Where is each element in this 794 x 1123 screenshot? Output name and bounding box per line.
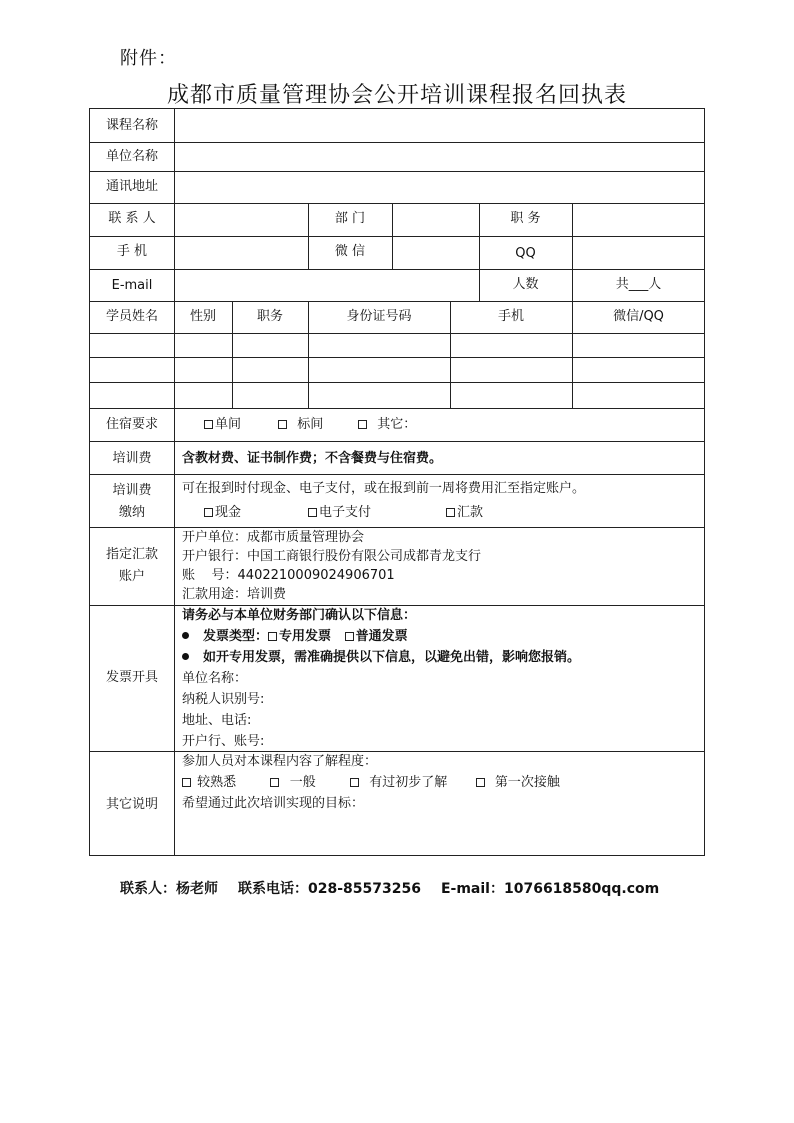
checkbox-icon (270, 778, 279, 787)
bullet-icon (182, 632, 189, 639)
label-lodging: 住宿要求 (105, 417, 158, 432)
fee-description: 含教材费、证书制作费；不含餐费与住宿费。 (182, 451, 443, 466)
checkbox-icon (204, 420, 213, 429)
header-student-name: 学员姓名 (105, 309, 158, 324)
row-divider (90, 441, 704, 442)
familiarity-prompt: 参加人员对本课程内容了解程度： (182, 754, 378, 769)
lodging-option-single[interactable]: 单间 (204, 417, 241, 433)
footer-email: E-mail：1076618580qq.com (440, 881, 660, 897)
checkbox-icon (358, 420, 367, 429)
label-account-line1: 指定汇款 (105, 547, 158, 562)
row-divider (90, 333, 704, 334)
invoice-special-note: 如开专用发票，需准确提供以下信息，以避免出错，影响您报销。 (182, 650, 580, 666)
familiarity-option-familiar[interactable]: 较熟悉 (182, 775, 236, 790)
row-divider (90, 203, 704, 204)
label-payment-line2: 缴纳 (118, 505, 145, 520)
invoice-field-address-phone: 地址、电话: (182, 713, 252, 728)
checkbox-icon (204, 508, 213, 517)
invoice-confirm: 请务必与本单位财务部门确认以下信息： (182, 608, 417, 623)
label-position: 职 务 (510, 211, 541, 226)
payment-option-transfer[interactable]: 汇款 (446, 505, 483, 521)
attachment-label: 附件： (120, 48, 177, 69)
label-email: E-mail (111, 278, 153, 293)
label-other-notes: 其它说明 (105, 797, 158, 812)
lodging-option-other[interactable]: 其它： (358, 417, 416, 433)
invoice-field-taxid: 纳税人识别号: (182, 692, 265, 707)
headcount-total: 共___人 (615, 277, 662, 292)
account-holder: 开户单位：成都市质量管理协会 (182, 530, 365, 545)
row-divider (90, 474, 704, 475)
checkbox-icon (350, 778, 359, 787)
row-divider (90, 236, 704, 237)
header-gender: 性别 (189, 309, 216, 324)
familiarity-option-basic[interactable]: 有过初步了解 (350, 775, 447, 790)
account-bank: 开户银行：中国工商银行股份有限公司成都青龙支行 (182, 549, 482, 564)
checkbox-icon (278, 420, 287, 429)
account-number: 账 号：4402210009024906701 (182, 568, 395, 583)
header-wechat-qq: 微信/QQ (613, 309, 664, 324)
row-divider (90, 357, 704, 358)
familiarity-option-first[interactable]: 第一次接触 (476, 775, 560, 790)
label-wechat: 微 信 (334, 244, 366, 259)
goal-prompt: 希望通过此次培训实现的目标： (182, 796, 365, 811)
label-unit-name: 单位名称 (105, 149, 158, 164)
row-divider (90, 269, 704, 270)
checkbox-icon (446, 508, 455, 517)
label-course-name: 课程名称 (105, 118, 158, 133)
label-headcount: 人数 (512, 277, 539, 292)
header-mobile: 手机 (497, 309, 524, 324)
label-training-fee: 培训费 (112, 451, 152, 466)
label-contact: 联 系 人 (108, 211, 156, 226)
label-mobile: 手 机 (116, 244, 148, 259)
row-divider (90, 408, 704, 409)
checkbox-icon (345, 632, 354, 641)
page-title: 成都市质量管理协会公开培训课程报名回执表 (166, 83, 627, 108)
label-qq: QQ (515, 246, 536, 261)
invoice-type: 发票类型： 专用发票 普通发票 (182, 629, 408, 645)
header-position: 职务 (256, 309, 283, 324)
payment-description: 可在报到时付现金、电子支付，或在报到前一周将费用汇至指定账户。 (182, 481, 586, 496)
header-id-number: 身份证号码 (346, 309, 412, 324)
label-account-line2: 账户 (118, 569, 145, 584)
registration-form (89, 108, 705, 856)
checkbox-icon (476, 778, 485, 787)
label-column-divider (174, 109, 175, 856)
invoice-option-normal[interactable]: 普通发票 (345, 629, 408, 644)
row-divider (90, 301, 704, 302)
row-divider (90, 142, 704, 143)
row-divider (90, 527, 704, 528)
account-purpose: 汇款用途：培训费 (182, 587, 287, 602)
invoice-field-unit: 单位名称： (182, 671, 248, 686)
familiarity-options (182, 775, 560, 791)
footer-contact (120, 878, 679, 898)
label-payment-line1: 培训费 (112, 483, 152, 498)
label-invoice: 发票开具 (105, 670, 158, 685)
checkbox-icon (182, 778, 191, 787)
label-address: 通讯地址 (105, 179, 158, 194)
label-department: 部 门 (334, 211, 366, 226)
payment-option-cash[interactable]: 现金 (204, 505, 241, 521)
lodging-option-standard[interactable]: 标间 (278, 417, 323, 433)
bullet-icon (182, 653, 189, 660)
row-divider (90, 605, 704, 606)
familiarity-option-average[interactable]: 一般 (270, 775, 315, 790)
row-divider (90, 382, 704, 383)
checkbox-icon (268, 632, 277, 641)
row-divider (90, 171, 704, 172)
footer-phone: 联系电话：028-85573256 (238, 881, 421, 897)
cell-divider (392, 203, 393, 269)
invoice-field-bank-account: 开户行、账号: (182, 734, 265, 749)
checkbox-icon (308, 508, 317, 517)
row-divider (90, 751, 704, 752)
invoice-option-special[interactable]: 专用发票 (268, 629, 331, 644)
footer-contact-person: 联系人：杨老师 (120, 881, 218, 897)
payment-option-electronic[interactable]: 电子支付 (308, 505, 371, 521)
